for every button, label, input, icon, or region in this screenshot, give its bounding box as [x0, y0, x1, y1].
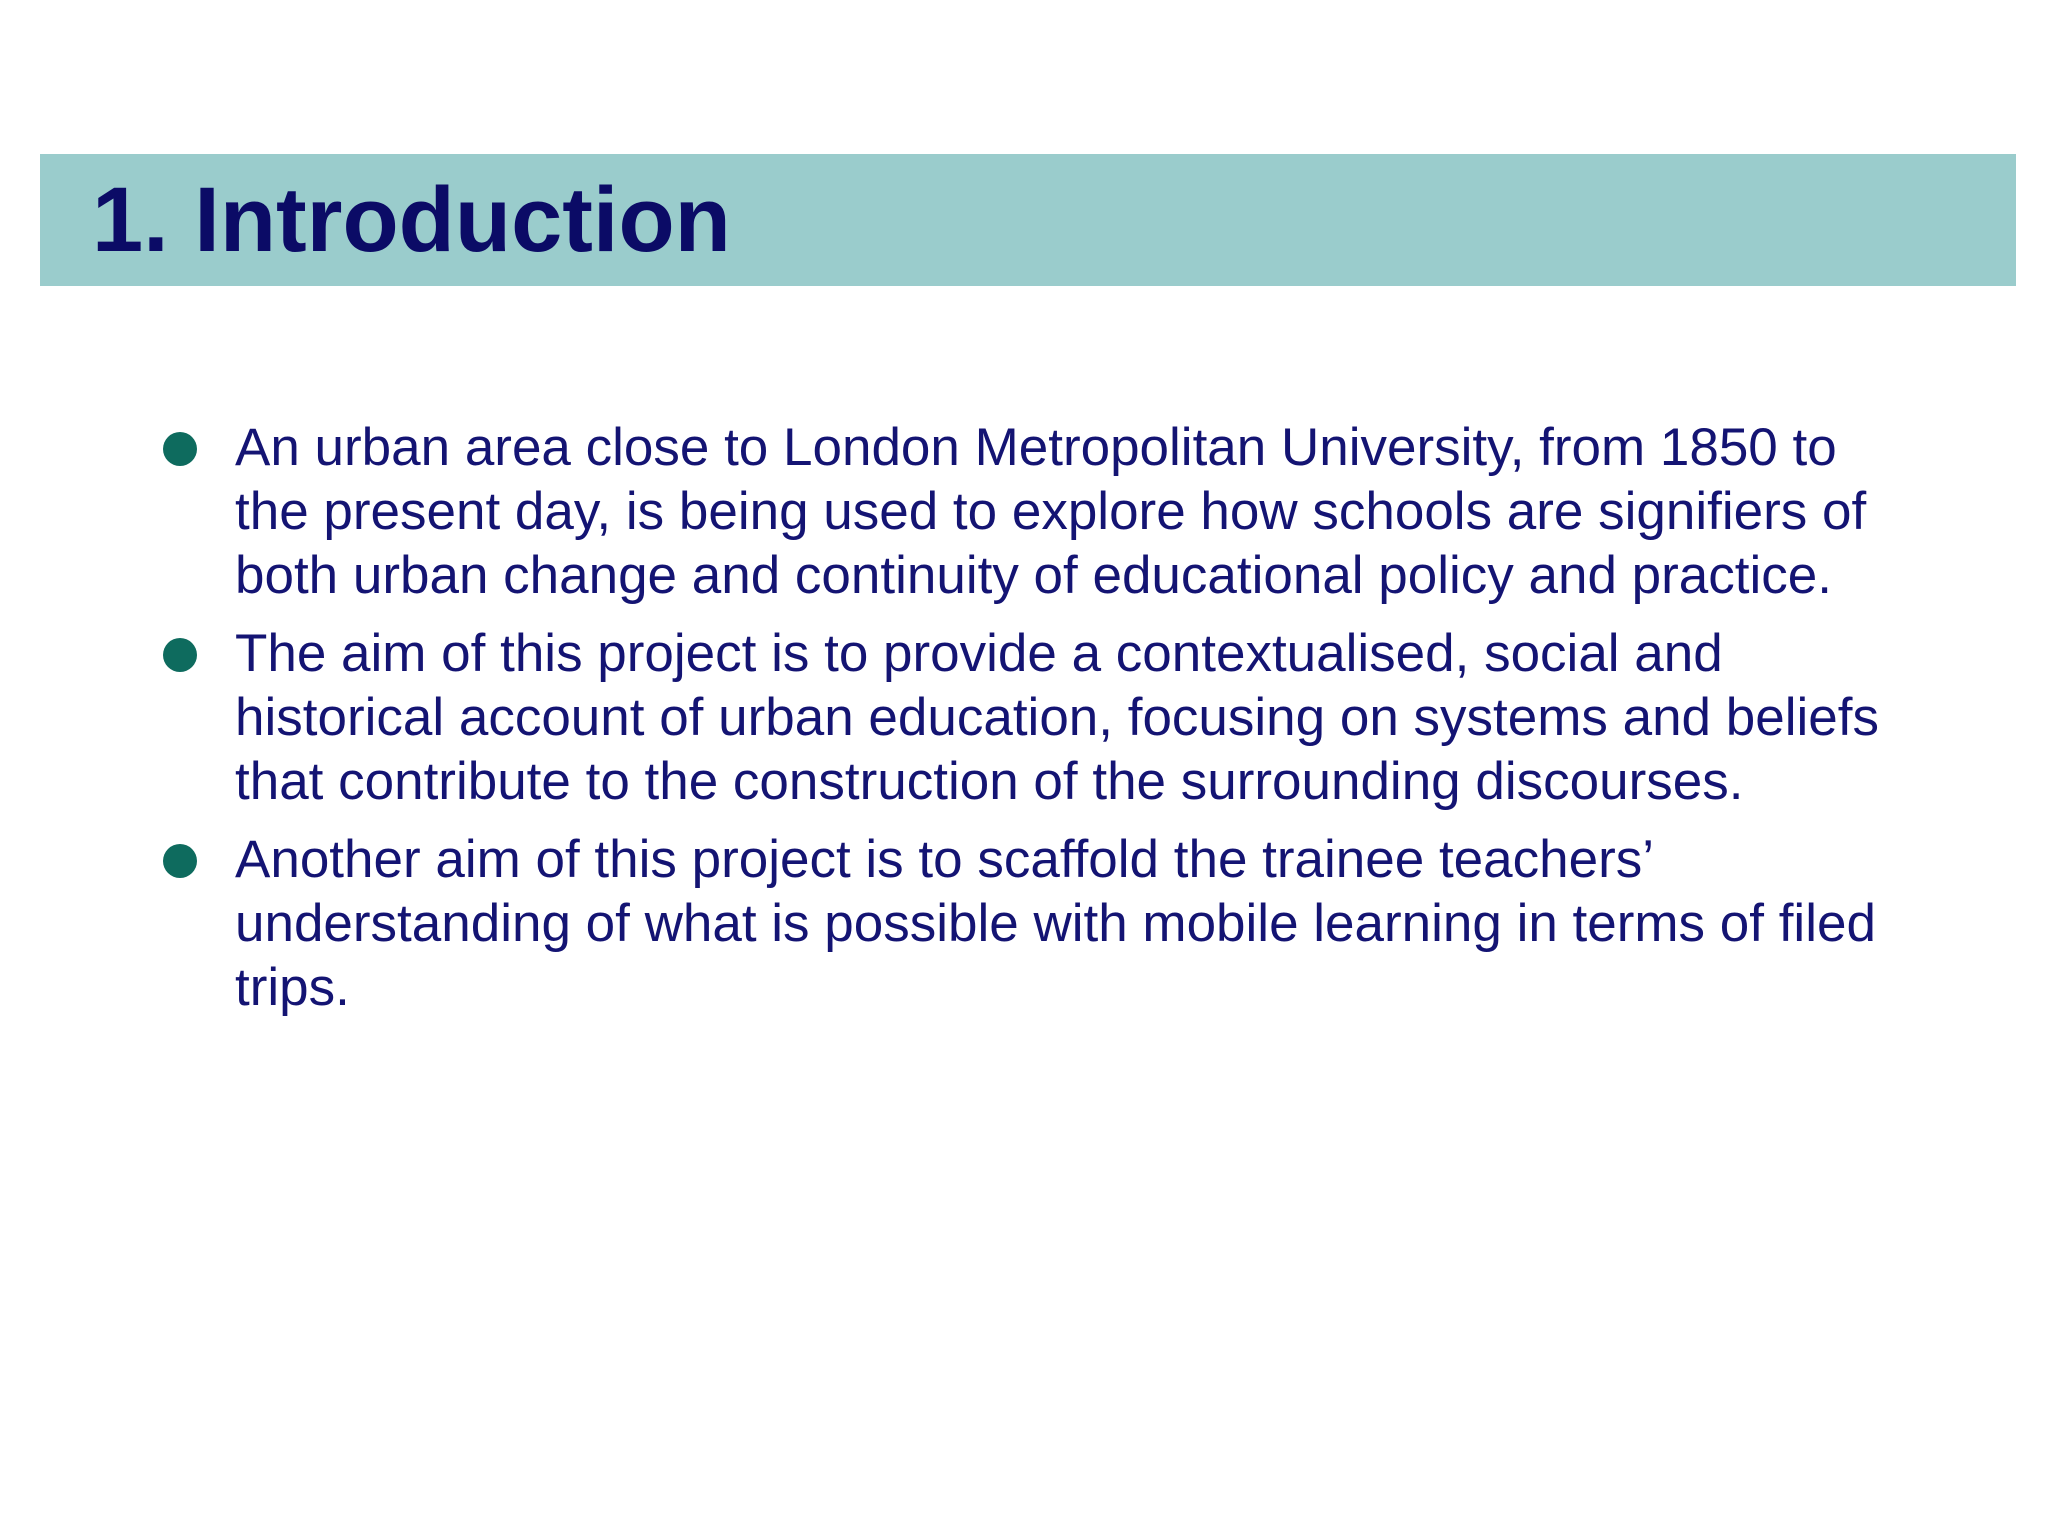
- bullet-list: [160, 416, 1920, 1034]
- slide-title: 1. Introduction: [92, 169, 731, 271]
- bullet-text: An urban area close to London Metropolitan University, from 1850 to the present day, is being used to explore how schools are signifiers of both urban change and continuity of educational policy and practice.: [235, 418, 1867, 605]
- bullet-item: [160, 828, 1920, 1020]
- bullet-dot-icon: [163, 844, 197, 878]
- bullet-item: [160, 622, 1920, 814]
- bullet-dot-icon: [163, 638, 197, 672]
- bullet-text: The aim of this project is to provide a contextualised, social and historical account of urban education, focusing on systems and beliefs that contribute to the construction of the surrounding discourses.: [235, 624, 1879, 811]
- bullet-dot-icon: [163, 432, 197, 466]
- bullet-item: [160, 416, 1920, 608]
- bullet-text: Another aim of this project is to scaffold the trainee teachers’ understanding of what is possible with mobile learning in terms of filed trips.: [235, 830, 1876, 1017]
